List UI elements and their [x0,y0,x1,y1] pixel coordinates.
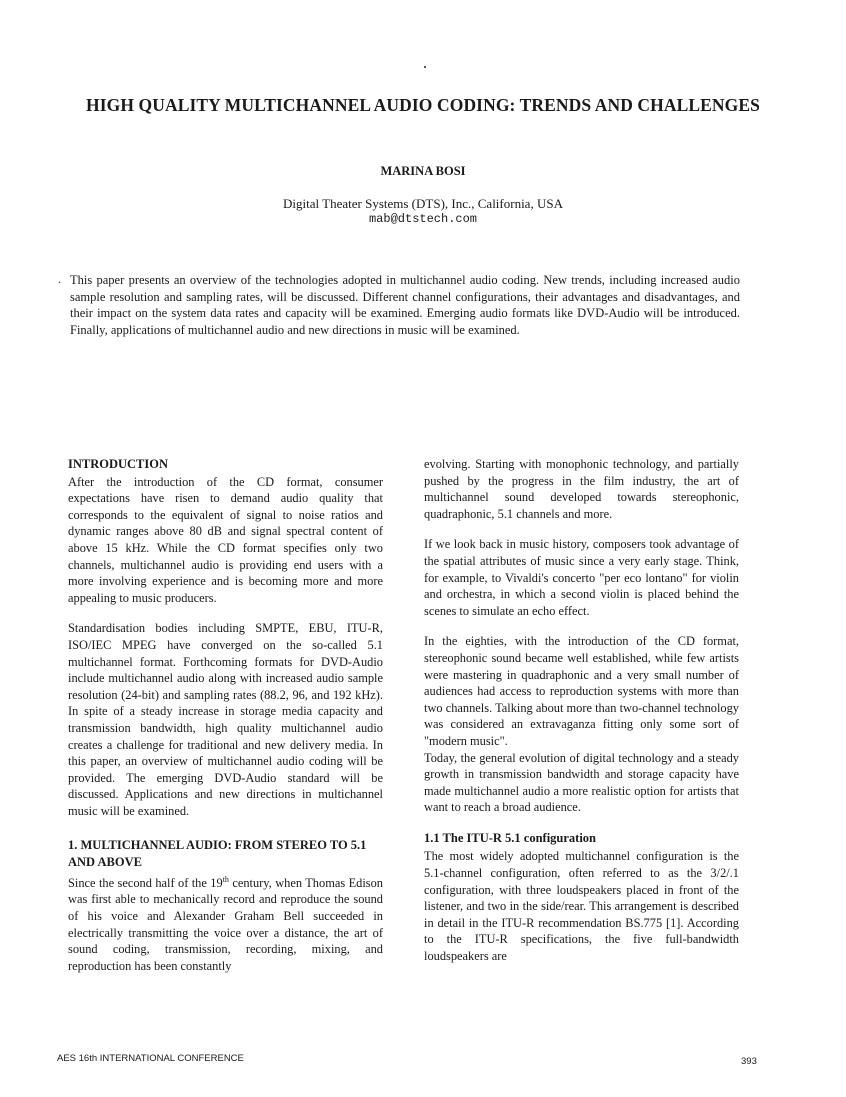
right-paragraph-3: In the eighties, with the introduction of the CD format, stereophonic sound became well established, while few artists were mastering in quadraphonic and a very small number of audiences had access to reproduction systems with more than two channels. Talking about more than two-channel technology was considered an extravaganza fitting only some sort of "modern music". [424,634,739,748]
intro-paragraph-2: Standardisation bodies including SMPTE, EBU, ITU-R, ISO/IEC MPEG have converged on the so-called 5.1 multichannel format. Forthcoming formats for DVD-Audio include multichannel audio along with increased audio sample resolution (24-bit) and sampling rates (88.2, 96, and 192 kHz). In spite of a steady increase in storage media capacity and transmission bandwidth, high quality multichannel audio creates a challenge for traditional and new delivery media. In this paper, an overview of multichannel audio coding will be provided. The emerging DVD-Audio standard will be discussed. Applications and new directions in multichannel music will be examined. [68,621,383,818]
footer-page-number: 393 [741,1056,757,1067]
section-1-paragraph [68,872,383,975]
affiliation-block [0,196,846,226]
superscript-th: th [222,874,229,884]
left-column [68,456,383,974]
affiliation: Digital Theater Systems (DTS), Inc., California, USA [283,196,563,211]
section-1-text-a: Since the second half of the 19 [68,875,223,890]
right-paragraph-2: If we look back in music history, composers took advantage of the spatial attributes of music since a very early stage. Think, for example, to Vivaldi's concerto "per eco lontano" for violin and orchestra, in which a second violin is placed behind the scenes to simulate an echo effect. [424,537,739,618]
footer-conference: AES 16th INTERNATIONAL CONFERENCE [57,1053,244,1064]
paper-title: HIGH QUALITY MULTICHANNEL AUDIO CODING: TRENDS AND CHALLENGES [86,95,760,115]
abstract-bullet: . [58,272,61,286]
author-name: MARINA BOSI [380,164,466,178]
intro-paragraph-1: After the introduction of the CD format, consumer expectations have risen to demand audio quality that corresponds to the equivalent of signal to noise ratios and dynamic ranges above 80 dB and signal spectral content of above 15 kHz. While the CD format specifies only two channels, multichannel audio is providing end users with a more involving experience and is becoming more and more appealing to music producers. [68,474,383,605]
right-paragraph-1: evolving. Starting with monophonic technology, and partially pushed by the progress in the film industry, the art of multichannel sound developed towards stereophonic, quadraphonic, 5.1 channels and more. [424,457,739,521]
subsection-1-1-paragraph: The most widely adopted multichannel configuration is the 5.1-channel configuration, often referred to as the 3/2/.1 configuration, with three loudspeakers placed in front of the listener, and two in the side/rear. This arrangement is described in detail in the ITU-R recommendation BS.775 [1]. According to the ITU-R specifications, the five full-bandwidth loudspeakers are [424,849,739,964]
right-column [424,456,739,965]
subsection-1-1-heading: 1.1 The ITU-R 5.1 configuration [424,830,597,845]
introduction-heading: INTRODUCTION [68,457,169,471]
right-paragraph-4: Today, the general evolution of digital technology and a steady growth in transmission bandwidth and storage capacity have made multichannel audio a more realistic option for artists that want to reach a broad audience. [424,750,739,815]
abstract: This paper presents an overview of the technologies adopted in multichannel audio coding. New trends, including increased audio sample resolution and sampling rates, will be discussed. Different channel configurations, their advantages and disadvantages, and their impact on the system data rates and capacity will be examined. Emerging audio formats like DVD-Audio will be introduced. Finally, applications of multichannel audio and new directions in music will be examined. [70,273,740,338]
scan-speck [424,66,426,68]
section-1-heading: 1. MULTICHANNEL AUDIO: FROM STEREO TO 5.1 AND ABOVE [68,838,367,870]
author-email: mab@dtstech.com [368,212,478,226]
section-1-text-b: century, when Thomas Edison was first able to mechanically record and reproduce the sound of his voice and Alexander Graham Bell succeeded in electrically transmitting the voice over a distance, the art of sound coding, transmission, recording, mixing, and reproduction has been constantly [68,875,383,973]
